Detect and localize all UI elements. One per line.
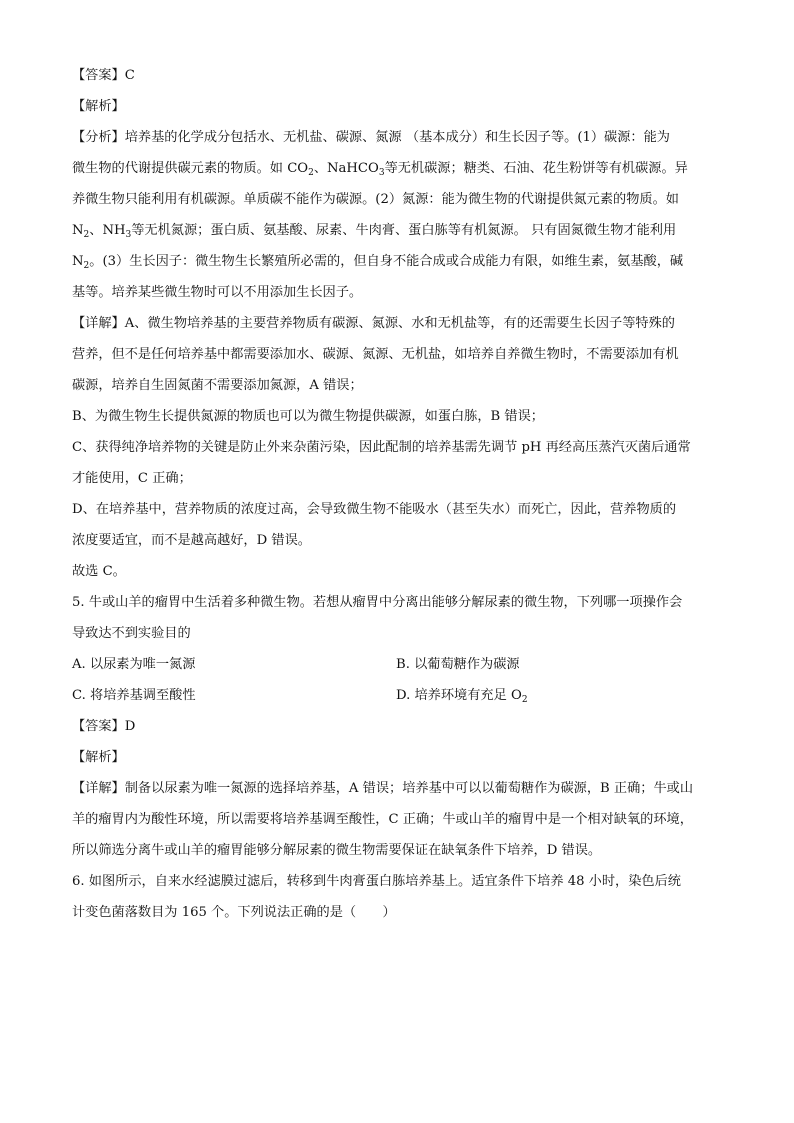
q4-detail-line: 才能使用，C 正确； [72,471,192,486]
q5-stem-line: 导致达不到实验目的 [72,626,191,641]
q4-detail-line: 营养，但不是任何培养基中都需要添加水、碳源、氮源、无机盐，如培养自养微生物时，不需要添加有机 [72,347,679,362]
q4-fenxi-line: 基等。培养某些微生物时可以不用添加生长因子。 [72,285,363,300]
q6-stem-line: 6. 如图所示，自来水经滤膜过滤后，转移到牛肉膏蛋白胨培养基上。适宜条件下培养 48 小时，染色后统 [72,874,681,889]
q4-fenxi-line: $N_2$、$NH_3$等无机氮源；蛋白质、氨基酸、尿素、牛肉膏、蛋白胨等有机氮源。 只有固氮微生物才能利用 [72,223,677,240]
q6-stem-line: 计变色菌落数目为 165 个。下列说法正确的是（ ） [72,905,396,920]
document-page [72,60,724,928]
q5-options-row [72,680,724,711]
q5-option-a: A. 以尿素为唯一氮源 [72,657,196,672]
q5-detail-line: 【详解】制备以尿素为唯一氮源的选择培养基，A 错误；培养基中可以以葡萄糖作为碳源，B 正确；牛或山 [72,781,694,796]
q5-analysis-label: 【解析】 [72,750,125,765]
q4-fenxi-line: 【分析】培养基的化学成分包括水、无机盐、碳源、氮源 （基本成分）和生长因子等。(1）碳源：能为 [72,130,670,145]
q5-answer: 【答案】D [72,719,136,734]
q5-options-row [72,649,724,680]
q4-fenxi-line: 微生物的代谢提供碳元素的物质。如 $CO_2$、NaHCO$_3$等无机碳源；糖类、石油、花生粉饼等有机碳源。异 [72,161,688,178]
q4-detail-line: B、为微生物生长提供氮源的物质也可以为微生物提供碳源，如蛋白胨，B 错误； [72,409,544,424]
q5-stem-line: 5. 牛或山羊的瘤胃中生活着多种微生物。若想从瘤胃中分离出能够分解尿素的微生物，下列哪一项操作会 [72,595,683,610]
q4-detail-line: 【详解】A、微生物培养基的主要营养物质有碳源、氮源、水和无机盐等，有的还需要生长因子等特殊的 [72,316,675,331]
q4-detail-line: C、获得纯净培养物的关键是防止外来杂菌污染，因此配制的培养基需先调节 pH 再经高压蒸汽灭菌后通常 [72,440,691,455]
q4-conclusion: 故选 C。 [72,564,126,579]
q4-fenxi-line: $N_2$。(3）生长因子：微生物生长繁殖所必需的，但自身不能合成或合成能力有限，如维生素，氨基酸，碱 [72,254,684,271]
q5-option-b: B. 以葡萄糖作为碳源 [396,657,520,672]
q4-fenxi-line: 养微生物只能利用有机碳源。单质碳不能作为碳源。(2）氮源：能为微生物的代谢提供氮元素的物质。如 [72,192,679,207]
q4-analysis-label: 【解析】 [72,99,125,114]
q4-detail-line: D、在培养基中，营养物质的浓度过高，会导致微生物不能吸水（甚至失水）而死亡，因此，营养物质的 [72,502,677,517]
q5-option-c: C. 将培养基调至酸性 [72,688,196,703]
q5-detail-line: 所以筛选分离牛或山羊的瘤胃能够分解尿素的微生物需要保证在缺氧条件下培养，D 错误。 [72,843,602,858]
q4-detail-line: 碳源，培养自生固氮菌不需要添加氮源，A 错误； [72,378,363,393]
q5-option-d: D. 培养环境有充足 $O_2$ [396,688,528,705]
q4-detail-line: 浓度要适宜，而不是越高越好，D 错误。 [72,533,311,548]
q5-detail-line: 羊的瘤胃内为酸性环境，所以需要将培养基调至酸性，C 正确；牛或山羊的瘤胃中是一个相对缺氧的环境， [72,812,693,827]
q4-answer: 【答案】C [72,68,135,83]
